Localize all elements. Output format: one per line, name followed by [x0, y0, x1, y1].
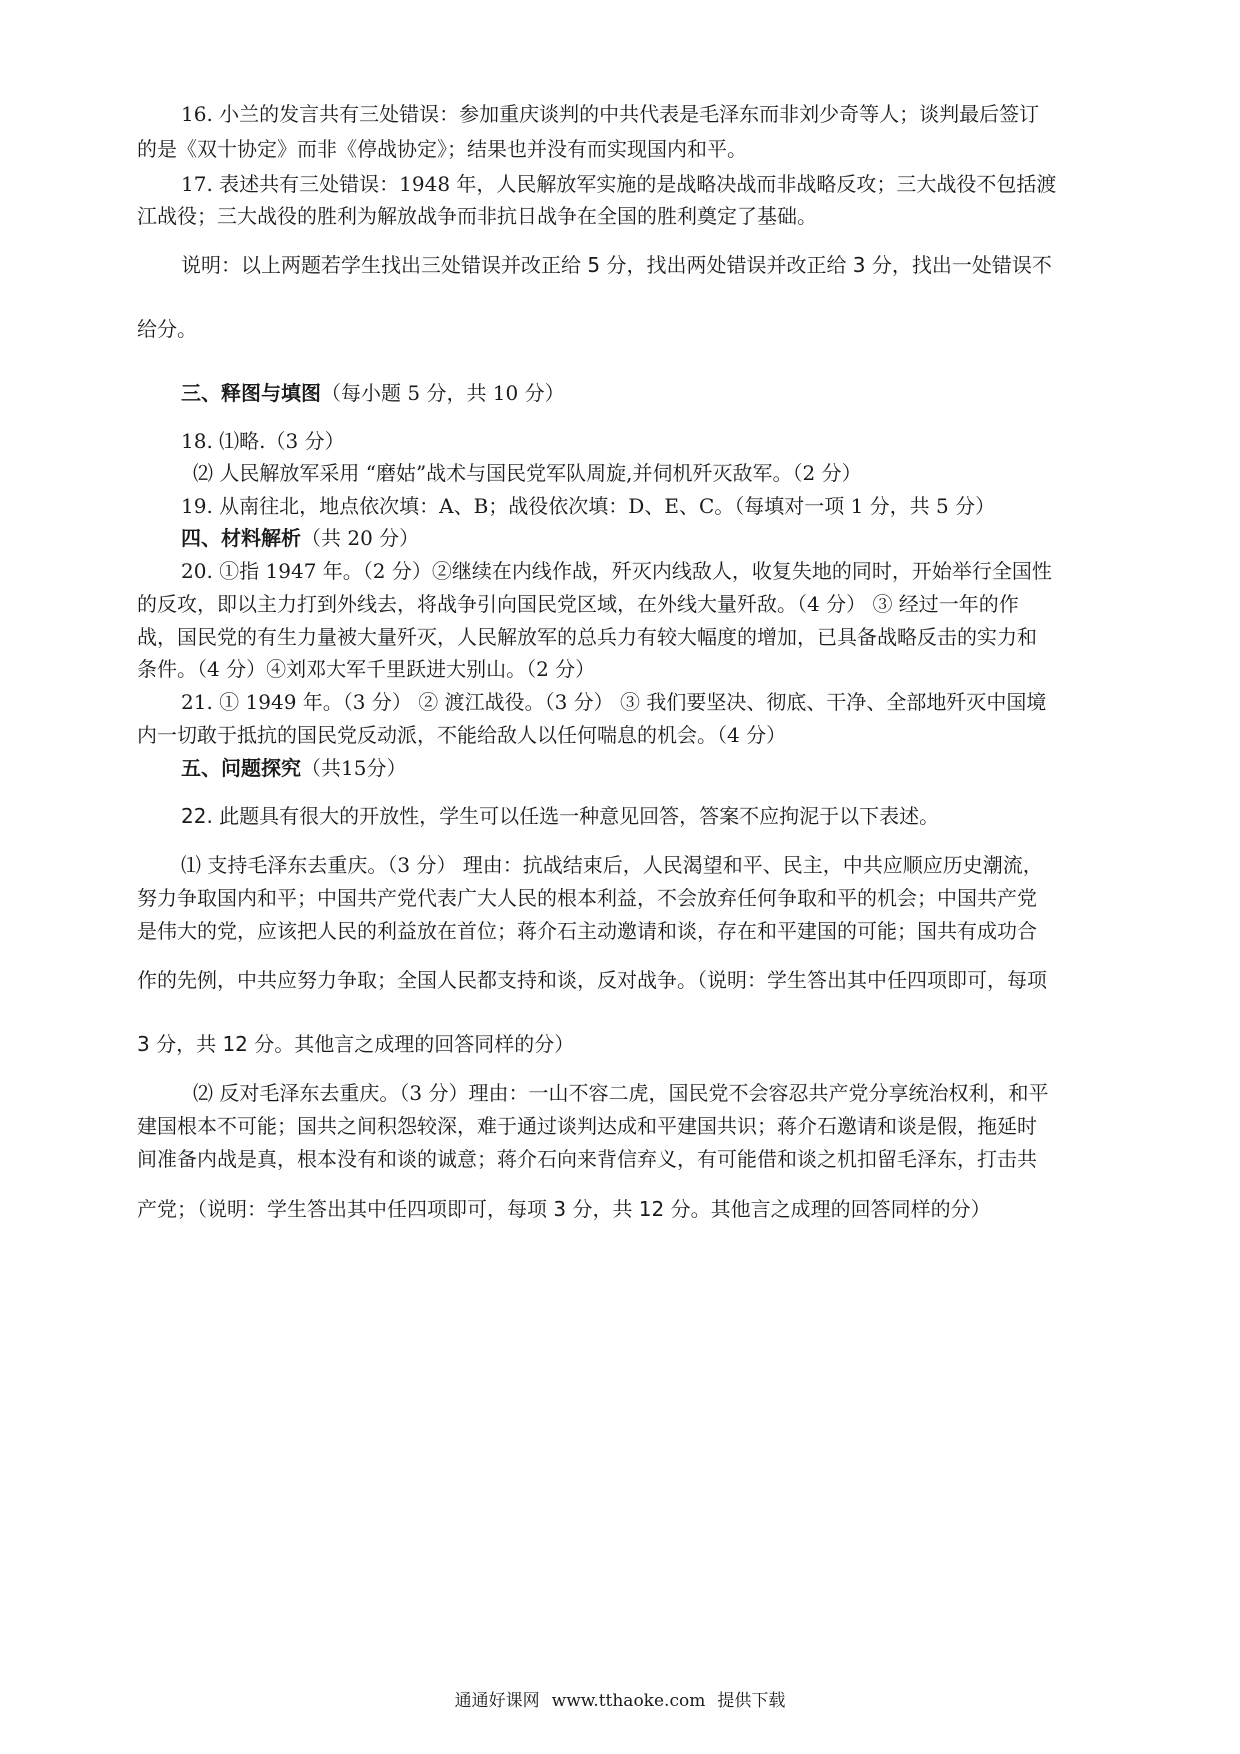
q21-line-1: 21. ① 1949 年。（3 分） ② 渡江战役。（3 分） ③ 我们要坚决、彻底、干净、全部地歼灭中国境 — [181, 690, 1047, 714]
q18-line-1: 18. ⑴略.（3 分） — [181, 429, 345, 453]
section-5-heading: 五、问题探究 — [181, 756, 301, 780]
section-4-heading: 四、材料解析 — [181, 526, 301, 550]
q20-line-3: 战，国民党的有生力量被大量歼灭，人民解放军的总兵力有较大幅度的增加，已具备战略反击的实力和 — [137, 625, 1037, 649]
q22-support-note: （说明：学生答出其中任四项即可，每项 — [697, 968, 1047, 992]
q20-line-1: 20. ①指 1947 年。（2 分）②继续在内线作战，歼灭内线敌人，收复失地的同时，开始举行全国性 — [181, 559, 1052, 583]
q21-line-2: 内一切敢于抵抗的国民党反动派，不能给敌人以任何喘息的机会。（4 分） — [137, 723, 787, 747]
section-4-score: （共 20 分） — [301, 526, 420, 550]
q18-line-2: ⑵ 人民解放军采用 “磨姑”战术与国民党军队周旋,并伺机歼灭敌军。（2 分） — [193, 461, 862, 485]
q22-intro: 22. 此题具有很大的开放性，学生可以任选一种意见回答，答案不应拘泥于以下表述。 — [181, 804, 940, 828]
q20-line-4: 条件。（4 分）④刘邓大军千里跃进大别山。（2 分） — [137, 657, 596, 681]
q22-oppose-note: （说明：学生答出其中任四项即可，每项 3 分，共 12 分。其他言之成理的回答同样的分） — [197, 1197, 991, 1221]
q20-line-2: 的反攻，即以主力打到外线去，将战争引向国民党区域，在外线大量歼敌。（4 分） ③ 经过一年的作 — [137, 592, 1019, 616]
footer-url[interactable]: www.tthaoke.com — [551, 1691, 706, 1711]
q22-support-line-5: 3 分，共 12 分。其他言之成理的回答同样的分） — [137, 1032, 575, 1056]
note-line-2: 给分。 — [137, 317, 197, 341]
section-3-title — [181, 380, 565, 406]
q17-line-2: 江战役；三大战役的胜利为解放战争而非抗日战争在全国的胜利奠定了基础。 — [137, 204, 817, 228]
q22-oppose-line-4 — [137, 1196, 991, 1222]
page-footer — [0, 1686, 1240, 1711]
section-5-score: （共15分） — [301, 756, 407, 780]
footer-site-name: 通通好课网 — [454, 1691, 540, 1711]
q22-support-line-1: ⑴ 支持毛泽东去重庆。（3 分） 理由：抗战结束后，人民渴望和平、民主，中共应顺应历史潮流， — [181, 853, 1043, 877]
q22-support-line-4 — [137, 967, 1047, 993]
q22-support-line-4-text: 作的先例，中共应努力争取；全国人民都支持和谈，反对战争。 — [137, 968, 697, 992]
q22-oppose-line-1: ⑵ 反对毛泽东去重庆。（3 分）理由：一山不容二虎，国民党不会容忍共产党分享统治权利，和平 — [193, 1081, 1049, 1105]
q17-line-1: 17. 表述共有三处错误：1948 年，人民解放军实施的是战略决战而非战略反攻；三大战役不包括渡 — [181, 172, 1057, 196]
section-5-title — [181, 755, 406, 781]
q16-line-2: 的是《双十协定》而非《停战协定》；结果也并没有而实现国内和平。 — [137, 137, 747, 161]
q22-support-line-2: 努力争取国内和平；中国共产党代表广大人民的根本利益，不会放弃任何争取和平的机会；中国共产党 — [137, 886, 1037, 910]
q22-oppose-line-2: 建国根本不可能；国共之间积怨较深，难于通过谈判达成和平建国共识；蒋介石邀请和谈是假，拖延时 — [137, 1114, 1037, 1138]
q16-line-1: 16. 小兰的发言共有三处错误：参加重庆谈判的中共代表是毛泽东而非刘少奇等人；谈判最后签订 — [181, 102, 1040, 126]
note-line-1: 说明：以上两题若学生找出三处错误并改正给 5 分，找出两处错误并改正给 3 分，找出一处错误不 — [181, 253, 1052, 277]
section-3-score: （每小题 5 分，共 10 分） — [321, 381, 565, 405]
q22-oppose-line-3: 间准备内战是真，根本没有和谈的诚意；蒋介石向来背信弃义，有可能借和谈之机扣留毛泽东，打击共 — [137, 1147, 1037, 1171]
q22-support-line-3: 是伟大的党，应该把人民的利益放在首位；蒋介石主动邀请和谈，存在和平建国的可能；国共有成功合 — [137, 919, 1037, 943]
q19-line-1: 19. 从南往北，地点依次填：A、B；战役依次填：D、E、C。（每填对一项 1 分，共 5 分） — [181, 494, 996, 518]
footer-suffix: 提供下载 — [717, 1691, 786, 1711]
q22-oppose-line-4-text: 产党； — [137, 1197, 197, 1221]
section-4-title — [181, 525, 419, 551]
section-3-heading: 三、释图与填图 — [181, 381, 321, 405]
